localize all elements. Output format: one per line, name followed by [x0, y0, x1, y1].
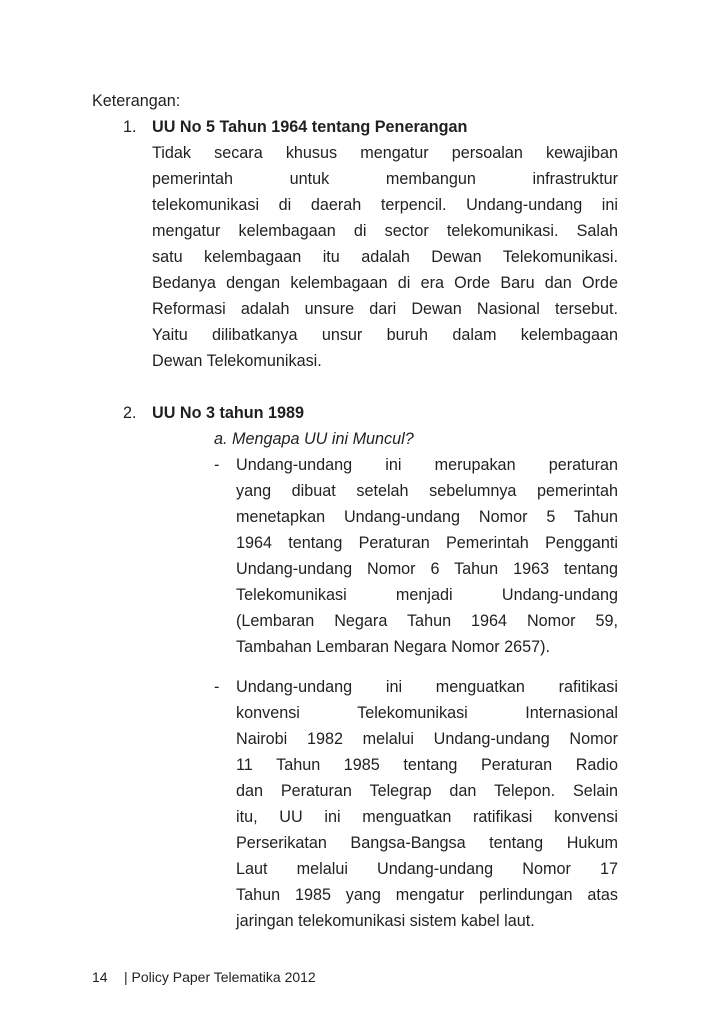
- bullet-dash: -: [214, 456, 220, 474]
- para-2-line: Laut melalui Undang-undang Nomor 17: [236, 860, 618, 878]
- item-1-line: Dewan Telekomunikasi.: [152, 352, 322, 370]
- para-1-line: 1964 tentang Peraturan Pemerintah Pengganti: [236, 534, 618, 552]
- item-1-line: telekomunikasi di daerah terpencil. Undang-undang ini: [152, 196, 618, 214]
- para-1-line: menetapkan Undang-undang Nomor 5 Tahun: [236, 508, 618, 526]
- item-1-line: mengatur kelembagaan di sector telekomunikasi. Salah: [152, 222, 618, 240]
- footer-text: | Policy Paper Telematika 2012: [124, 969, 316, 985]
- para-1-line: Tambahan Lembaran Negara Nomor 2657).: [236, 638, 551, 656]
- para-2-line: jaringan telekomunikasi sistem kabel laut.: [236, 912, 535, 930]
- para-2-line: dan Peraturan Telegrap dan Telepon. Selain: [236, 782, 618, 800]
- page-footer: [92, 966, 316, 988]
- item-2-number: 2.: [123, 404, 137, 422]
- item-1-line: pemerintah untuk membangun infrastruktur: [152, 170, 618, 188]
- para-2-line: itu, UU ini menguatkan ratifikasi konvensi: [236, 808, 618, 826]
- item-1-number: 1.: [123, 118, 137, 136]
- para-2-line: Tahun 1985 yang mengatur perlindungan atas: [236, 886, 618, 904]
- page-number: 14: [92, 969, 108, 985]
- item-2-title: UU No 3 tahun 1989: [152, 404, 305, 422]
- item-1-line: Yaitu dilibatkanya unsur buruh dalam kelembagaan: [152, 326, 618, 344]
- item-1-line: satu kelembagaan itu adalah Dewan Telekomunikasi.: [152, 248, 618, 266]
- para-2-line: Nairobi 1982 melalui Undang-undang Nomor: [236, 730, 618, 748]
- para-1-line: Undang-undang ini merupakan peraturan: [236, 456, 618, 474]
- para-1-line: (Lembaran Negara Tahun 1964 Nomor 59,: [236, 612, 618, 630]
- para-2-line: 11 Tahun 1985 tentang Peraturan Radio: [236, 756, 618, 774]
- item-1-line: Tidak secara khusus mengatur persoalan kewajiban: [152, 144, 618, 162]
- item-1-line: Reformasi adalah unsure dari Dewan Nasional tersebut.: [152, 300, 618, 318]
- para-2-line: Perserikatan Bangsa-Bangsa tentang Hukum: [236, 834, 618, 852]
- bullet-dash: -: [214, 678, 220, 696]
- para-1-line: yang dibuat setelah sebelumnya pemerintah: [236, 482, 618, 500]
- item-1-line: Bedanya dengan kelembagaan di era Orde Baru dan Orde: [152, 274, 618, 292]
- item-2-subheading: a. Mengapa UU ini Muncul?: [214, 430, 414, 448]
- para-1-line: Telekomunikasi menjadi Undang-undang: [236, 586, 618, 604]
- para-1-line: Undang-undang Nomor 6 Tahun 1963 tentang: [236, 560, 618, 578]
- item-1-title: UU No 5 Tahun 1964 tentang Penerangan: [152, 118, 468, 136]
- para-2-line: konvensi Telekomunikasi Internasional: [236, 704, 618, 722]
- section-heading: Keterangan:: [92, 92, 181, 110]
- para-2-line: Undang-undang ini menguatkan rafitikasi: [236, 678, 618, 696]
